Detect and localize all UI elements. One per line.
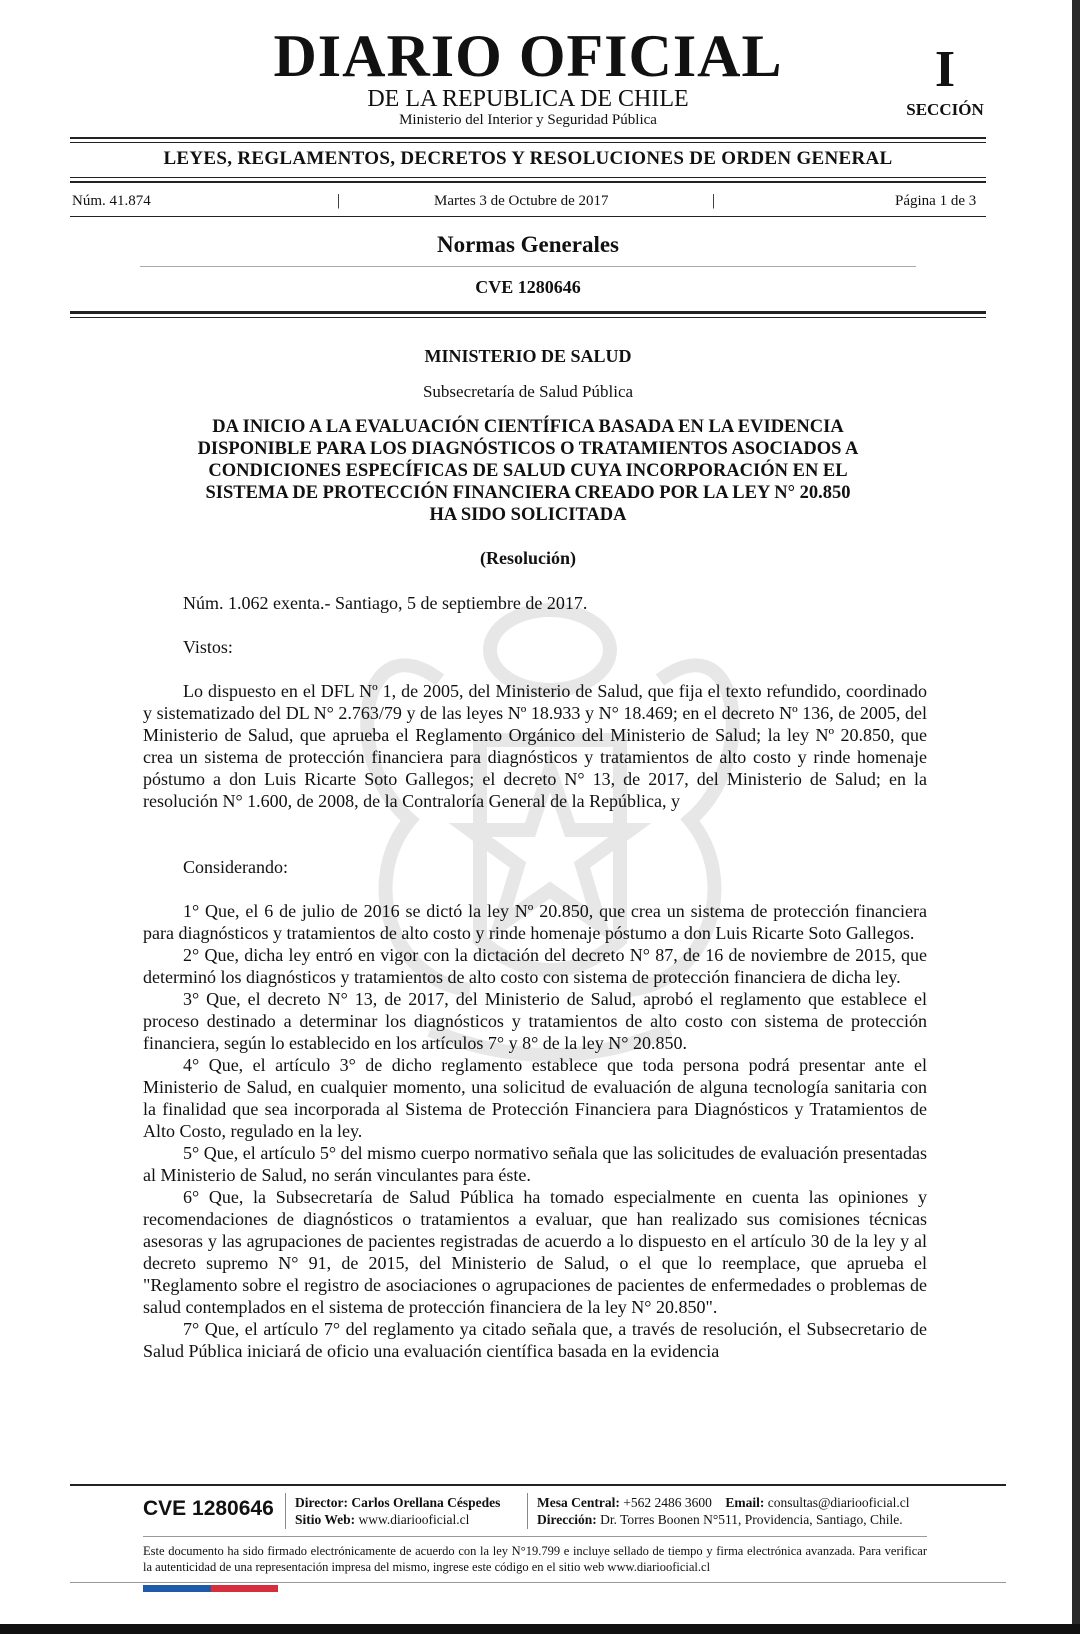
considerando-item: 1° Que, el 6 de julio de 2016 se dictó la ley Nº 20.850, que crea un sistema de protección financiera para diagnósticos y tratamientos de alto costo y rinde homenaje póstumo a don Luis Ricarte Soto Gallegos. — [143, 901, 927, 943]
footer-rule — [70, 1484, 1006, 1486]
director-name: Carlos Orellana Céspedes — [351, 1495, 501, 1510]
band-rule-thick — [70, 181, 986, 183]
considerando-item: 4° Que, el artículo 3° de dicho reglamento establece que toda persona podrá presentar ante el Ministerio de Salud, en cualquier momento, una solicitud de evaluación de alguna tecnología sanitaria con la finalidad que sea incorporada al Sistema de Protección Financiera para Diagnósticos y Tratamientos de Alto Costo, regulado en la ley. — [143, 1055, 927, 1141]
info-separator: | — [712, 192, 716, 209]
footer-address — [537, 1511, 903, 1528]
considerando-label: Considerando: — [183, 857, 288, 877]
considerando-item: 3° Que, el decreto N° 13, de 2017, del Ministerio de Salud, aprobó el reglamento que establece el proceso destinado a determinar los diagnósticos y tratamientos de alto costo con sistema de protección financiera, según lo establecido en los artículos 7° y 8° de la ley N° 20.850. — [143, 989, 927, 1053]
mesa-phone: +562 2486 3600 — [623, 1495, 712, 1510]
address-label: Dirección: — [537, 1512, 597, 1527]
masthead-ministry: Ministerio del Interior y Seguridad Pública — [399, 112, 657, 128]
vistos-text-block — [143, 680, 927, 812]
title-line: SISTEMA DE PROTECCIÓN FINANCIERA CREADO POR LA LEY N° 20.850 — [205, 483, 851, 503]
considerando-item: 5° Que, el artículo 5° del mismo cuerpo normativo señala que las solicitudes de evaluación presentadas al Ministerio de Salud, no serán vinculantes para éste. — [143, 1143, 927, 1185]
considerandos-list — [143, 900, 927, 1362]
footer-website — [295, 1511, 469, 1528]
website-label: Sitio Web: — [295, 1512, 356, 1527]
footer-divider — [527, 1493, 528, 1529]
issue-date: Martes 3 de Octubre de 2017 — [434, 193, 609, 209]
vistos-label: Vistos: — [183, 637, 233, 657]
page-bottom-edge — [0, 1624, 1080, 1634]
masthead-subtitle: DE LA REPUBLICA DE CHILE — [367, 86, 689, 112]
email-link[interactable]: consultas@diariooficial.cl — [767, 1495, 910, 1510]
considerando-section — [143, 856, 927, 878]
band-rule — [70, 177, 986, 178]
info-separator: | — [337, 192, 341, 209]
footer-bottom-rule — [70, 1582, 1006, 1583]
title-line: CONDICIONES ESPECÍFICAS DE SALUD CUYA INCORPORACIÓN EN EL — [208, 461, 848, 481]
footer-director — [295, 1494, 500, 1511]
address-value: Dr. Torres Boonen N°511, Providencia, Santiago, Chile. — [600, 1512, 903, 1527]
resolution-number — [143, 592, 927, 614]
page-indicator: Página 1 de 3 — [895, 193, 977, 209]
top-rule-thin — [70, 142, 986, 143]
title-line: DISPONIBLE PARA LOS DIAGNÓSTICOS O TRATAMIENTOS ASOCIADOS A — [197, 439, 859, 459]
subsecretaria: Subsecretaría de Salud Pública — [422, 382, 634, 401]
heading-rule — [70, 311, 986, 314]
mesa-label: Mesa Central: — [537, 1495, 620, 1510]
footer-cve: CVE 1280646 — [143, 1497, 274, 1520]
category-rule — [140, 266, 916, 267]
considerando-item: 6° Que, la Subsecretaría de Salud Pública ha tomado especialmente en cuenta las opiniones y recomendaciones de diagnósticos o tratamientos a evaluar, que han realizado sus comisiones técnicas asesoras y las agrupaciones de pacientes registradas de acuerdo a lo dispuesto en el artículo 30 de la ley y al decreto supremo N° 91, de 2015, del Ministerio de Salud, o el que lo reemplace, que aprueba el "Reglamento sobre el registro de asociaciones o agrupaciones de pacientes de enfermedades o problemas de salud contemplados en el sistema de protección financiera de la ley N° 20.850". — [143, 1187, 927, 1317]
top-rule — [70, 137, 986, 139]
email-label: Email: — [725, 1495, 765, 1510]
vistos-section — [143, 636, 927, 658]
issuing-ministry: MINISTERIO DE SALUD — [424, 346, 632, 366]
category-heading: Normas Generales — [436, 232, 620, 257]
number-line: Núm. 1.062 exenta.- Santiago, 5 de septiembre de 2017. — [183, 593, 588, 613]
flag-stripe-blue — [143, 1585, 211, 1592]
signature-disclaimer: Este documento ha sido firmado electrónicamente de acuerdo con la ley N°19.799 e incluye sellado de tiempo y firma electrónica avanzada. Para verificar la autenticidad de una representación impresa del mismo, ingrese este código en el sitio web www.diariooficial.cl — [143, 1544, 927, 1574]
cve-code: CVE 1280646 — [475, 277, 581, 297]
vistos-text: Lo dispuesto en el DFL Nº 1, de 2005, del Ministerio de Salud, que fija el texto refundido, coordinado y sistematizado del DL N° 2.763/79 y de las leyes Nº 18.933 y N° 18.469; en el decreto Nº 136, de 2005, del Ministerio de Salud, que aprueba el Reglamento Orgánico del Ministerio de Salud; la ley Nº 20.850, que crea un sistema de protección financiera para diagnósticos y tratamientos de alto costo y rinde homenaje póstumo a don Luis Ricarte Soto Gallegos; el decreto N° 13, de 2017, del Ministerio de Salud; en la resolución N° 1.600, de 2008, de la Contraloría General de la República, y — [143, 681, 927, 811]
info-rule — [70, 216, 986, 217]
considerando-item: 7° Que, el artículo 7° del reglamento ya citado señala que, a través de resolución, el Subsecretario de Salud Pública iniciará de oficio una evaluación científica basada en la evidencia — [143, 1319, 927, 1361]
section-number: I — [934, 41, 956, 98]
website-link[interactable]: www.diariooficial.cl — [358, 1512, 470, 1527]
masthead-title: DIARIO OFICIAL — [273, 23, 783, 89]
issue-number: Núm. 41.874 — [72, 193, 151, 209]
considerando-item: 2° Que, dicha ley entró en vigor con la dictación del decreto N° 87, de 16 de noviembre de 2015, que determinó los diagnósticos y tratamientos de alto costo con sistema de protección financiera de dicha ley. — [143, 945, 927, 987]
flag-stripe-red — [211, 1585, 278, 1592]
section-band: LEYES, REGLAMENTOS, DECRETOS Y RESOLUCIONES DE ORDEN GENERAL — [163, 148, 893, 169]
footer-divider — [285, 1493, 286, 1529]
page-edge — [1072, 0, 1080, 1634]
title-line: DA INICIO A LA EVALUACIÓN CIENTÍFICA BASADA EN LA EVIDENCIA — [212, 417, 844, 437]
footer-contact — [537, 1494, 910, 1511]
director-label: Director: — [295, 1495, 348, 1510]
footer-rule-thin — [143, 1536, 927, 1537]
heading-rule-thin — [70, 317, 986, 318]
document-type: (Resolución) — [480, 548, 576, 568]
section-label: SECCIÓN — [906, 100, 984, 119]
title-line: HA SIDO SOLICITADA — [429, 505, 627, 525]
resolution-title — [150, 416, 906, 526]
